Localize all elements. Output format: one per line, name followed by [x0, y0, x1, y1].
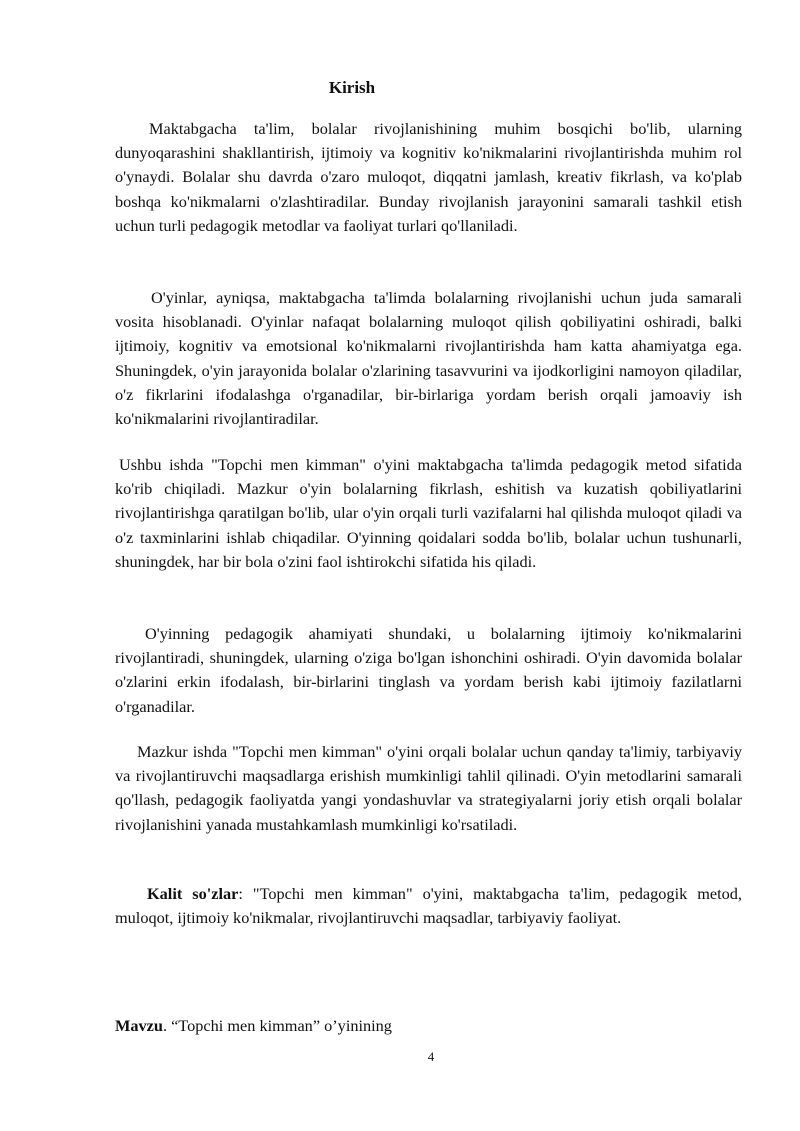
keywords-paragraph [115, 882, 742, 930]
intro-paragraph-5: Mazkur ishda "Topchi men kimman" o'yini orqali bolalar uchun qanday ta'limiy, tarbiyaviy va rivojlantiruvchi maqsadlarga erishish mumkinligi tahlil qilinadi. O'yin metodlarini samarali qo'llash, pedagogik faoliyatda yangi yondashuvlar va strategiyalarni joriy etish orqali bolalar rivojlanishini yanada mustahkamlash mumkinligi ko'rsatiladi. [115, 742, 742, 834]
section-heading: Kirish [328, 78, 376, 97]
intro-paragraph-3: Ushbu ishda "Topchi men kimman" o'yini maktabgacha ta'limda pedagogik metod sifatida ko'rib chiqiladi. Mazkur o'yin bolalarning fikrlash, eshitish va kuzatish qobiliyatlarini rivojlantirishga qaratilgan bo'lib, ular o'yin orqali turli vazifalarni hal qilishda muloqot qiladi va o'z taxminlarini ishlab chiqadilar. O'yinning qoidalari sodda bo'lib, bolalar uchun tushunarli, shuningdek, har bir bola o'zini faol ishtirokchi sifatida his qiladi. [115, 455, 742, 571]
intro-paragraph-1: Maktabgacha ta'lim, bolalar rivojlanishining muhim bosqichi bo'lib, ularning dunyoqarashini shakllantirish, ijtimoiy va kognitiv ko'nikmalarini rivojlantirishda muhim rol o'ynaydi. Bolalar shu davrda o'zaro muloqot, diqqatni jamlash, kreativ fikrlash, va ko'plab boshqa ko'nikmalarni o'zlashtiradilar. Bunday rivojlanish jarayonini samarali tashkil etish uchun turli pedagogik metodlar va faoliyat turlari qo'llaniladi. [115, 119, 742, 235]
intro-paragraph-4: O'yinning pedagogik ahamiyati shundaki, u bolalarning ijtimoiy ko'nikmalarini rivojlantiradi, shuningdek, ularning o'ziga bo'lgan ishonchini oshiradi. O'yin davomida bolalar o'zlarini erkin ifodalash, bir-birlarini tinglash va yordam berish kabi ijtimoiy fazilatlarni o'rganadilar. [115, 624, 742, 716]
keywords-label: Kalit so'zlar [147, 884, 239, 903]
page-number: 4 [427, 1049, 435, 1064]
topic-label: Mavzu [115, 1016, 163, 1035]
topic-line [115, 1014, 392, 1038]
keywords-text: : "Topchi men kimman" o'yini, maktabgacha ta'lim, pedagogik metod, muloqot, ijtimoiy ko'nikmalar, rivojlantiruvchi maqsadlar, tarbiyaviy faoliyat. [115, 884, 743, 928]
intro-paragraph-2: O'yinlar, ayniqsa, maktabgacha ta'limda bolalarning rivojlanishi uchun juda samarali vosita hisoblanadi. O'yinlar nafaqat bolalarning muloqot qilish qobiliyatini oshiradi, balki ijtimoiy, kognitiv va emotsional ko'nikmalarni rivojlantirishda ham katta ahamiyatga ega. Shuningdek, o'yin jarayonida bolalar o'zlarining tasavvurini va ijodkorligini namoyon qiladilar, o'z fikrlarini ifodalashga o'rganadilar, bir-birlariga yordam berish orqali jamoaviy ish ko'nikmalarini rivojlantiradilar. [115, 288, 742, 429]
topic-text: . “Topchi men kimman” o’yinining [162, 1016, 392, 1035]
